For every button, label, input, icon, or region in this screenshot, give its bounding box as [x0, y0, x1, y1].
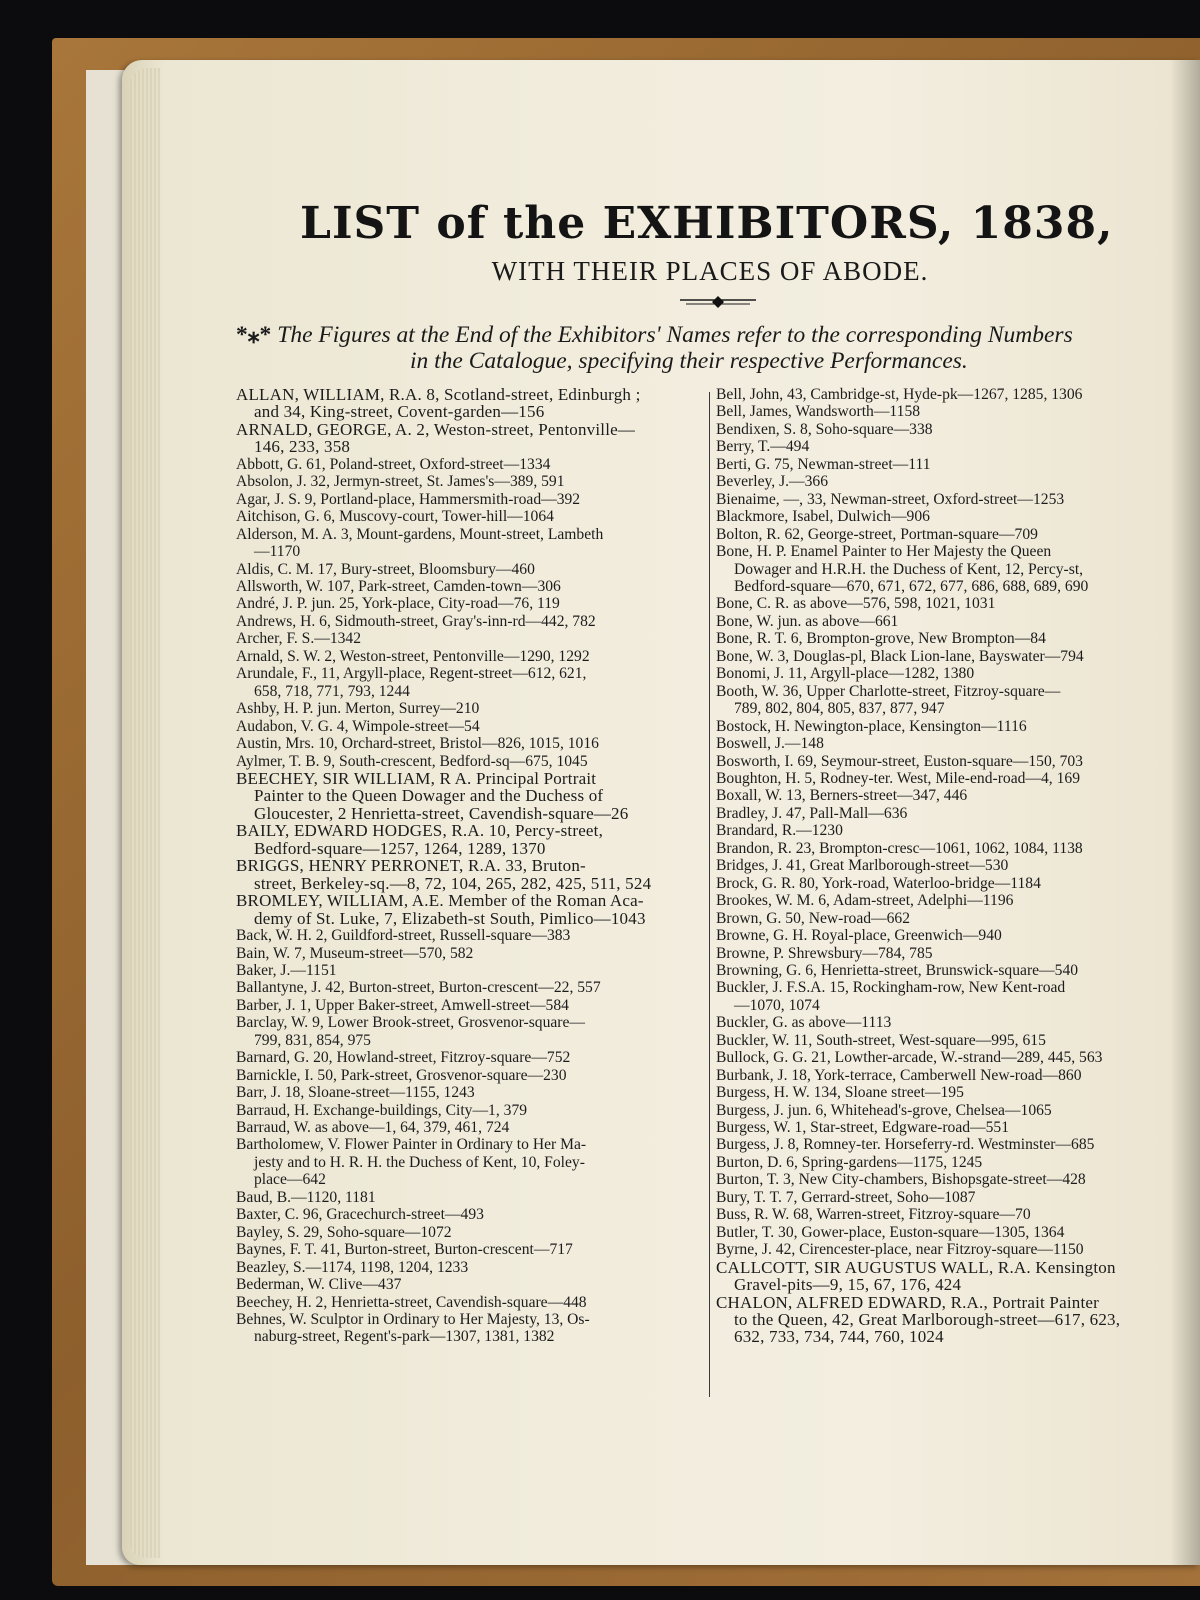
exhibitor-entry-line-2: —1170	[254, 543, 301, 561]
exhibitor-entry	[236, 1084, 706, 1101]
asterism-icon: *⁎*	[236, 322, 272, 348]
exhibitor-entry-line-1: Burgess, J. jun. 6, Whitehead's-grove, Chelsea—1065	[716, 1101, 1052, 1119]
exhibitor-entry	[236, 1311, 706, 1346]
exhibitor-entry-line-1: Burgess, W. 1, Star-street, Edgware-road—551	[716, 1119, 1010, 1137]
exhibitor-entry	[716, 1067, 1176, 1084]
exhibitor-entry	[236, 456, 706, 473]
exhibitor-entry	[716, 665, 1176, 682]
exhibitor-entry-line-1: Burgess, J. 8, Romney-ter. Horseferry-rd. Westminster—685	[716, 1136, 1095, 1154]
exhibitor-entry-line-2: and 34, King-street, Covent-garden—156	[254, 402, 545, 422]
exhibitor-entry	[236, 1276, 706, 1293]
exhibitor-entry-line-1: Aylmer, T. B. 9, South-crescent, Bedford-sq—675, 1045	[236, 752, 588, 770]
column-divider	[709, 392, 710, 1397]
exhibitor-entry-line-1: Beverley, J.—366	[716, 473, 829, 491]
exhibitor-entry	[716, 438, 1176, 455]
exhibitor-entry	[236, 945, 706, 962]
exhibitor-entry-line-1: Ashby, H. P. jun. Merton, Surrey—210	[236, 700, 480, 718]
exhibitor-entry-line-1: Brock, G. R. 80, York-road, Waterloo-bridge—1184	[716, 874, 1041, 892]
exhibitor-entry-line-1: Buckler, W. 11, South-street, West-square—995, 615	[716, 1031, 1046, 1049]
exhibitor-entry-line-2: Bedford-square—1257, 1264, 1289, 1370	[254, 838, 546, 858]
exhibitor-entry	[716, 1224, 1176, 1241]
exhibitor-entry-line-1: Archer, F. S.—1342	[236, 630, 362, 648]
exhibitor-entry-line-1: Barnickle, I. 50, Park-street, Grosvenor-square—230	[236, 1066, 567, 1084]
exhibitor-entry-line-1: Austin, Mrs. 10, Orchard-street, Bristol—826, 1015, 1016	[236, 735, 599, 753]
exhibitor-entry-line-1: Barraud, W. as above—1, 64, 379, 461, 724	[236, 1119, 510, 1137]
exhibitor-entry	[236, 1102, 706, 1119]
exhibitor-entry	[716, 1189, 1176, 1206]
exhibitor-entry	[716, 1206, 1176, 1223]
exhibitor-entry-line-1: Barclay, W. 9, Lower Brook-street, Grosvenor-square—	[236, 1014, 586, 1032]
exhibitor-entry-line-1: Booth, W. 36, Upper Charlotte-street, Fitzroy-square—	[716, 682, 1061, 700]
exhibitor-entry	[236, 421, 706, 456]
exhibitor-entry-line-2: 799, 831, 854, 975	[254, 1031, 371, 1049]
exhibitor-entry	[716, 456, 1176, 473]
exhibitor-entry	[716, 403, 1176, 420]
exhibitor-entry-line-1: Back, W. H. 2, Guildford-street, Russell-square—383	[236, 927, 571, 945]
exhibitor-entry-line-2: naburg-street, Regent's-park—1307, 1381, 1382	[254, 1328, 555, 1346]
exhibitor-entry	[716, 473, 1176, 490]
exhibitor-entry	[236, 648, 706, 665]
exhibitor-entry	[236, 1014, 706, 1049]
exhibitor-entry-line-1: Aitchison, G. 6, Muscovy-court, Tower-hill—1064	[236, 508, 554, 526]
exhibitor-entry-line-1: Aldis, C. M. 17, Bury-street, Bloomsbury—460	[236, 560, 535, 578]
exhibitor-entry-line-1: Baud, B.—1120, 1181	[236, 1188, 376, 1206]
exhibitor-entry-line-1: Bendixen, S. 8, Soho-square—338	[716, 420, 933, 438]
exhibitor-entry	[716, 875, 1176, 892]
exhibitor-entry	[716, 595, 1176, 612]
exhibitor-entry-line-2: to the Queen, 42, Great Marlborough-street—617, 623,	[734, 1310, 1121, 1330]
exhibitor-entry	[236, 962, 706, 979]
exhibitor-entry	[236, 561, 706, 578]
exhibitor-entry	[716, 1171, 1176, 1188]
exhibitor-entry-line-1: Butler, T. 30, Gower-place, Euston-square—1305, 1364	[716, 1223, 1065, 1241]
exhibitor-entry	[236, 665, 706, 700]
exhibitor-entry-line-1: Baynes, F. T. 41, Burton-street, Burton-crescent—717	[236, 1241, 573, 1259]
right-column	[716, 386, 1176, 1346]
exhibitor-entry	[716, 1154, 1176, 1171]
exhibitor-entry	[716, 962, 1176, 979]
exhibitor-entry	[236, 753, 706, 770]
exhibitor-entry	[236, 613, 706, 630]
exhibitor-entry-line-3: place—642	[254, 1171, 326, 1189]
exhibitor-entry	[236, 473, 706, 490]
exhibitor-entry	[716, 945, 1176, 962]
exhibitor-entry-line-1: Browne, G. H. Royal-place, Greenwich—940	[716, 927, 1002, 945]
exhibitor-entry	[236, 491, 706, 508]
exhibitor-entry	[716, 1014, 1176, 1031]
exhibitor-entry	[716, 491, 1176, 508]
exhibitor-entry-line-1: Barnard, G. 20, Howland-street, Fitzroy-square—752	[236, 1049, 571, 1067]
exhibitor-entry-line-1: Bayley, S. 29, Soho-square—1072	[236, 1223, 452, 1241]
exhibitor-entry	[236, 1241, 706, 1258]
exhibitor-entry-line-1: Allsworth, W. 107, Park-street, Camden-town—306	[236, 577, 561, 595]
exhibitor-entry-line-1: Arundale, F., 11, Argyll-place, Regent-street—612, 621,	[236, 665, 587, 683]
exhibitor-entry-line-1: Bridges, J. 41, Great Marlborough-street—530	[716, 857, 1009, 875]
exhibitor-entry-line-1: Brookes, W. M. 6, Adam-street, Adelphi—1196	[716, 892, 1014, 910]
exhibitor-entry-line-3: Gloucester, 2 Henrietta-street, Cavendish-square—26	[254, 803, 629, 823]
exhibitor-entry	[236, 1067, 706, 1084]
exhibitor-entry-line-1: Arnald, S. W. 2, Weston-street, Pentonville—1290, 1292	[236, 647, 590, 665]
exhibitor-entry	[716, 787, 1176, 804]
exhibitor-entry-line-1: Barr, J. 18, Sloane-street—1155, 1243	[236, 1084, 475, 1102]
exhibitor-entry-line-2: —1070, 1074	[734, 996, 820, 1014]
exhibitor-entry-line-1: Bone, R. T. 6, Brompton-grove, New Brompton—84	[716, 630, 1046, 648]
exhibitor-entry-line-1: CHALON, ALFRED EDWARD, R.A., Portrait Painter	[716, 1292, 1099, 1312]
exhibitor-entry-line-1: Bone, C. R. as above—576, 598, 1021, 1031	[716, 595, 996, 613]
exhibitor-entry-line-1: Beechey, H. 2, Henrietta-street, Cavendish-square—448	[236, 1293, 587, 1311]
exhibitor-entry-line-2: Dowager and H.R.H. the Duchess of Kent, 12, Percy-st,	[734, 560, 1084, 578]
exhibitor-entry-line-1: Brown, G. 50, New-road—662	[716, 909, 911, 927]
exhibitor-entry	[236, 735, 706, 752]
exhibitor-entry-line-1: Audabon, V. G. 4, Wimpole-street—54	[236, 717, 480, 735]
exhibitor-entry	[236, 822, 706, 857]
exhibitor-entry	[236, 595, 706, 612]
note-line-2: in the Catalogue, specifying their respective Performances.	[410, 348, 968, 374]
exhibitor-entry	[236, 1224, 706, 1241]
exhibitor-entry	[236, 979, 706, 996]
exhibitor-entry-line-1: ARNALD, GEORGE, A. 2, Weston-street, Pentonville—	[236, 419, 636, 439]
exhibitor-entry-line-2: Gravel-pits—9, 15, 67, 176, 424	[734, 1275, 962, 1295]
exhibitor-entry-line-1: Bullock, G. G. 21, Lowther-arcade, W.-strand—289, 445, 563	[716, 1049, 1103, 1067]
exhibitor-entry	[716, 648, 1176, 665]
exhibitor-entry-line-1: Behnes, W. Sculptor in Ordinary to Her Majesty, 13, Os-	[236, 1311, 590, 1329]
exhibitor-entry-line-1: Bone, W. jun. as above—661	[716, 612, 899, 630]
exhibitor-entry	[716, 979, 1176, 1014]
exhibitor-entry	[716, 1294, 1176, 1346]
exhibitor-entry	[236, 1206, 706, 1223]
divider-ornament-icon	[680, 296, 756, 308]
page-subtitle: WITH THEIR PLACES OF ABODE.	[491, 256, 929, 286]
exhibitor-entry	[716, 1032, 1176, 1049]
exhibitor-entry	[716, 892, 1176, 909]
exhibitor-entry-line-1: BEECHEY, SIR WILLIAM, R A. Principal Portrait	[236, 768, 597, 788]
exhibitor-entry-line-1: Bell, James, Wandsworth—1158	[716, 403, 921, 421]
exhibitor-entry-line-1: Bonomi, J. 11, Argyll-place—1282, 1380	[716, 665, 975, 683]
exhibitor-entry-line-1: Berti, G. 75, Newman-street—111	[716, 455, 931, 473]
exhibitor-entry	[716, 526, 1176, 543]
exhibitor-entry-line-2: demy of St. Luke, 7, Elizabeth-st South, Pimlico—1043	[254, 908, 646, 928]
exhibitor-entry-line-1: Browne, P. Shrewsbury—784, 785	[716, 944, 933, 962]
exhibitor-entry	[236, 508, 706, 525]
exhibitor-entry-line-2: jesty and to H. R. H. the Duchess of Kent, 10, Foley-	[254, 1153, 585, 1171]
exhibitor-entry-line-1: Ballantyne, J. 42, Burton-street, Burton-crescent—22, 557	[236, 979, 601, 997]
exhibitor-entry-line-1: Barraud, H. Exchange-buildings, City—1, 379	[236, 1101, 528, 1119]
exhibitor-entry-line-1: Boswell, J.—148	[716, 735, 824, 753]
exhibitor-entry-line-1: Bienaime, —, 33, Newman-street, Oxford-street—1253	[716, 490, 1065, 508]
exhibitor-entry-line-1: Brandon, R. 23, Brompton-cresc—1061, 1062, 1084, 1138	[716, 839, 1083, 857]
page-edges	[130, 68, 160, 1558]
exhibitor-entry-line-1: CALLCOTT, SIR AUGUSTUS WALL, R.A. Kensington	[716, 1257, 1116, 1277]
exhibitor-entry-line-1: Bartholomew, V. Flower Painter in Ordinary to Her Ma-	[236, 1136, 587, 1154]
exhibitor-entry-line-1: Absolon, J. 32, Jermyn-street, St. James's—389, 591	[236, 473, 565, 491]
exhibitor-entry	[716, 840, 1176, 857]
note-line-1: The Figures at the End of the Exhibitors' Names refer to the corresponding Numbers	[277, 322, 1073, 348]
exhibitor-entry-line-1: Burton, T. 3, New City-chambers, Bishopsgate-street—428	[716, 1171, 1086, 1189]
exhibitor-entry-line-2: 789, 802, 804, 805, 837, 877, 947	[734, 700, 945, 718]
exhibitor-entry	[716, 421, 1176, 438]
catalogue-note	[236, 322, 1186, 374]
exhibitor-entry-line-1: Bell, John, 43, Cambridge-st, Hyde-pk—1267, 1285, 1306	[716, 386, 1083, 403]
exhibitor-entry-line-1: Browning, G. 6, Henrietta-street, Brunswick-square—540	[716, 961, 1079, 979]
exhibitor-entry	[236, 526, 706, 561]
exhibitor-entry	[236, 1049, 706, 1066]
exhibitor-entry	[236, 700, 706, 717]
exhibitor-entry-line-2: 146, 233, 358	[254, 437, 351, 457]
exhibitor-entry-line-1: Burton, D. 6, Spring-gardens—1175, 1245	[716, 1153, 983, 1171]
exhibitor-entry	[716, 927, 1176, 944]
exhibitor-entry	[236, 927, 706, 944]
exhibitor-entry	[716, 822, 1176, 839]
exhibitor-entry-line-1: Bury, T. T. 7, Gerrard-street, Soho—1087	[716, 1188, 976, 1206]
exhibitor-entry	[236, 857, 706, 892]
exhibitor-entry	[716, 718, 1176, 735]
exhibitor-entry-line-3: 632, 733, 734, 744, 760, 1024	[734, 1327, 944, 1347]
exhibitor-entry-line-1: Brandard, R.—1230	[716, 822, 843, 840]
exhibitor-entry-line-1: Buckler, J. F.S.A. 15, Rockingham-row, New Kent-road	[716, 979, 1066, 997]
exhibitor-entry-line-2: street, Berkeley-sq.—8, 72, 104, 265, 282, 425, 511, 524	[254, 873, 652, 893]
exhibitor-entry	[236, 1189, 706, 1206]
exhibitor-entry-line-1: Bain, W. 7, Museum-street—570, 582	[236, 944, 474, 962]
exhibitor-entry	[236, 630, 706, 647]
exhibitor-entry-line-1: Boughton, H. 5, Rodney-ter. West, Mile-end-road—4, 169	[716, 769, 1080, 787]
exhibitor-entry	[716, 1119, 1176, 1136]
left-column	[236, 386, 706, 1346]
exhibitor-entry	[716, 543, 1176, 595]
exhibitor-entry	[716, 770, 1176, 787]
exhibitor-entry	[716, 1241, 1176, 1258]
exhibitor-entry-line-2: Painter to the Queen Dowager and the Duchess of	[254, 786, 604, 806]
exhibitor-entry-line-1: Bradley, J. 47, Pall-Mall—636	[716, 804, 908, 822]
exhibitor-entry	[236, 1119, 706, 1136]
exhibitor-entry-line-1: Beazley, S.—1174, 1198, 1204, 1233	[236, 1258, 469, 1276]
exhibitor-entry-line-1: Bone, W. 3, Douglas-pl, Black Lion-lane, Bayswater—794	[716, 647, 1084, 665]
exhibitor-entry-line-1: Bosworth, I. 69, Seymour-street, Euston-square—150, 703	[716, 752, 1083, 770]
exhibitor-entry	[716, 805, 1176, 822]
exhibitor-entry	[236, 718, 706, 735]
exhibitor-entry-line-1: Andrews, H. 6, Sidmouth-street, Gray's-inn-rd—442, 782	[236, 612, 596, 630]
exhibitor-entry-line-1: Bederman, W. Clive—437	[236, 1276, 402, 1294]
exhibitor-entry-line-1: BROMLEY, WILLIAM, A.E. Member of the Roman Aca-	[236, 891, 644, 911]
exhibitor-entry-line-3: Bedford-square—670, 671, 672, 677, 686, 688, 689, 690	[734, 577, 1089, 595]
exhibitor-entry-line-1: BRIGGS, HENRY PERRONET, R.A. 33, Bruton-	[236, 856, 586, 876]
exhibitor-entry	[716, 630, 1176, 647]
exhibitor-entry-line-1: BAILY, EDWARD HODGES, R.A. 10, Percy-street,	[236, 821, 604, 841]
exhibitor-entry-line-2: 658, 718, 771, 793, 1244	[254, 682, 410, 700]
exhibitor-entry-line-1: Buckler, G. as above—1113	[716, 1014, 892, 1032]
exhibitor-entry-line-1: Bostock, H. Newington-place, Kensington—1116	[716, 717, 1027, 735]
exhibitor-entry	[716, 753, 1176, 770]
exhibitor-entry-line-1: Berry, T.—494	[716, 438, 810, 456]
exhibitor-entry-line-1: Alderson, M. A. 3, Mount-gardens, Mount-street, Lambeth	[236, 525, 604, 543]
exhibitor-entry	[716, 1259, 1176, 1294]
exhibitor-entry	[716, 1136, 1176, 1153]
exhibitor-entry	[236, 892, 706, 927]
exhibitor-entry	[236, 1294, 706, 1311]
exhibitor-entry-line-1: Baker, J.—1151	[236, 961, 337, 979]
exhibitor-entry	[236, 578, 706, 595]
exhibitor-entry	[716, 1049, 1176, 1066]
exhibitor-entry-line-1: Bone, H. P. Enamel Painter to Her Majesty the Queen	[716, 543, 1052, 561]
exhibitor-entry	[716, 613, 1176, 630]
exhibitor-entry-line-1: ALLAN, WILLIAM, R.A. 8, Scotland-street, Edinburgh ;	[236, 385, 641, 404]
exhibitor-entry	[716, 386, 1176, 403]
exhibitor-entry-line-1: Boxall, W. 13, Berners-street—347, 446	[716, 787, 968, 805]
exhibitor-entry-line-1: Abbott, G. 61, Poland-street, Oxford-street—1334	[236, 455, 551, 473]
exhibitor-entry-line-1: André, J. P. jun. 25, York-place, City-road—76, 119	[236, 595, 560, 613]
exhibitor-entry-line-1: Buss, R. W. 68, Warren-street, Fitzroy-square—70	[716, 1206, 1031, 1224]
exhibitor-entry-line-1: Barber, J. 1, Upper Baker-street, Amwell-street—584	[236, 996, 569, 1014]
exhibitor-entry-line-1: Burgess, H. W. 134, Sloane street—195	[716, 1084, 964, 1102]
exhibitor-entry	[236, 997, 706, 1014]
exhibitor-entry	[716, 910, 1176, 927]
exhibitor-entry	[716, 1102, 1176, 1119]
exhibitor-entry	[716, 508, 1176, 525]
page-title: LIST of the EXHIBITORS, 1838,	[300, 198, 1114, 249]
exhibitor-entry-line-1: Baxter, C. 96, Gracechurch-street—493	[236, 1206, 484, 1224]
exhibitor-entry	[236, 1136, 706, 1188]
exhibitor-entry	[716, 1084, 1176, 1101]
exhibitor-entry	[716, 735, 1176, 752]
exhibitor-entry-line-1: Bolton, R. 62, George-street, Portman-square—709	[716, 525, 1038, 543]
exhibitor-entry	[716, 857, 1176, 874]
exhibitor-entry	[716, 683, 1176, 718]
exhibitor-entry-line-1: Agar, J. S. 9, Portland-place, Hammersmith-road—392	[236, 490, 581, 508]
exhibitor-entry-line-1: Blackmore, Isabel, Dulwich—906	[716, 508, 930, 526]
exhibitor-entry	[236, 386, 706, 421]
exhibitor-entry-line-1: Byrne, J. 42, Cirencester-place, near Fitzroy-square—1150	[716, 1241, 1084, 1259]
exhibitor-entry	[236, 770, 706, 822]
exhibitor-entry	[236, 1259, 706, 1276]
exhibitor-entry-line-1: Burbank, J. 18, York-terrace, Camberwell New-road—860	[716, 1066, 1082, 1084]
